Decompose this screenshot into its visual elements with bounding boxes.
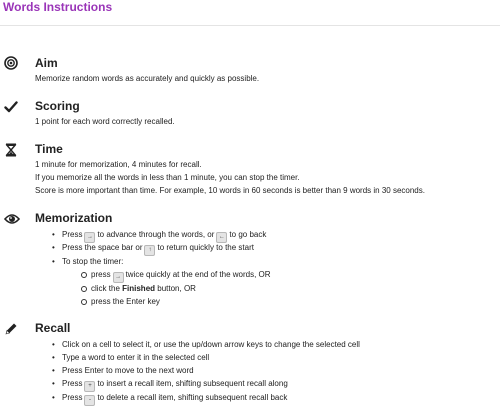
time-line-1: 1 minute for memorization, 4 minutes for recall. (35, 160, 202, 169)
title-divider (0, 25, 500, 26)
memorization-sub-2: click the Finished button, OR (91, 284, 196, 293)
scoring-title: Scoring (35, 99, 80, 113)
time-title: Time (35, 142, 63, 156)
memorization-sub-3: press the Enter key (91, 297, 160, 306)
memorization-title: Memorization (35, 211, 113, 225)
aim-title: Aim (35, 56, 58, 70)
recall-title: Recall (35, 321, 71, 335)
aim-text: Memorize random words as accurately and quickly as possible. (35, 74, 260, 83)
eye-icon (4, 212, 20, 228)
minus-key-icon: - (84, 395, 95, 406)
memorization-bullet-3: • To stop the timer: (62, 256, 123, 267)
memorization-sub-1: press → twice quickly at the end of the words, OR (91, 269, 271, 283)
memorization-bullet-1: • Press → to advance through the words, or ← to go back (62, 229, 266, 243)
pencil-icon (4, 322, 20, 338)
scoring-text: 1 point for each word correctly recalled. (35, 117, 175, 126)
checkmark-icon (4, 100, 20, 116)
recall-bullet-1: • Click on a cell to select it, or use the up/down arrow keys to change the selected cell (62, 339, 360, 350)
recall-bullet-3: • Press Enter to move to the next word (62, 365, 194, 376)
right-arrow-key-icon: → (113, 272, 124, 283)
right-arrow-key-icon: → (84, 232, 95, 243)
recall-bullet-5: • Press - to delete a recall item, shifting subsequent recall back (62, 392, 287, 406)
bullseye-icon (4, 56, 20, 72)
recall-bullet-2: • Type a word to enter it in the selected cell (62, 352, 209, 363)
recall-bullet-4: • Press + to insert a recall item, shifting subsequent recall along (62, 378, 288, 392)
hourglass-icon (4, 143, 20, 159)
time-line-3: Score is more important than time. For example, 10 words in 60 seconds is better than 9 words in 30 seconds. (35, 186, 425, 195)
left-arrow-key-icon: ← (216, 232, 227, 243)
page-title: Words Instructions (3, 0, 113, 14)
plus-key-icon: + (84, 381, 95, 392)
time-line-2: If you memorize all the words in less than 1 minute, you can stop the timer. (35, 173, 300, 182)
up-arrow-key-icon: ↑ (144, 245, 155, 256)
memorization-bullet-2: • Press the space bar or ↑ to return quickly to the start (62, 242, 254, 256)
